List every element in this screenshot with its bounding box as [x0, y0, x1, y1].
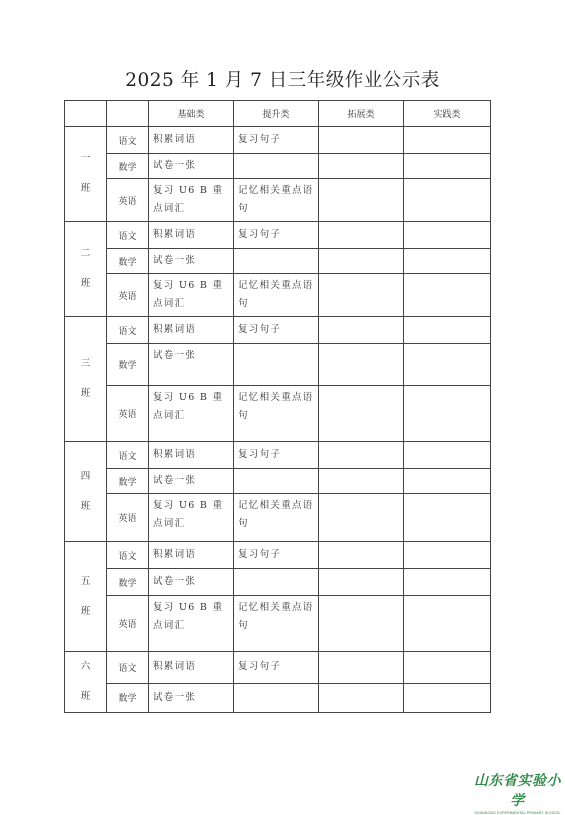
practice-cell	[404, 542, 491, 569]
class-name-cell	[65, 127, 107, 222]
basic-cell: 试卷一张	[149, 154, 234, 179]
practice-cell	[404, 249, 491, 274]
table-row	[65, 154, 491, 179]
improve-cell: 记忆相关重点语句	[234, 386, 319, 442]
extend-cell	[319, 344, 404, 386]
class-name-cell	[65, 652, 107, 713]
extend-cell	[319, 386, 404, 442]
improve-cell: 复习句子	[234, 442, 319, 469]
class-name-char: 二	[80, 248, 91, 259]
table-row	[65, 494, 491, 542]
header-improve: 提升类	[234, 101, 319, 127]
table-row	[65, 569, 491, 596]
subject-cell: 数学	[107, 154, 149, 179]
table-row	[65, 179, 491, 222]
extend-cell	[319, 596, 404, 652]
basic-cell: 试卷一张	[149, 249, 234, 274]
extend-cell	[319, 249, 404, 274]
practice-cell	[404, 596, 491, 652]
subject-cell: 语文	[107, 652, 149, 684]
basic-cell: 积累词语	[149, 442, 234, 469]
class-name-char: 一	[80, 153, 91, 164]
header-practice: 实践类	[404, 101, 491, 127]
improve-cell: 记忆相关重点语句	[234, 494, 319, 542]
basic-cell: 试卷一张	[149, 569, 234, 596]
class-name-char: 班	[80, 605, 91, 617]
extend-cell	[319, 154, 404, 179]
improve-cell	[234, 683, 319, 712]
table-row	[65, 344, 491, 386]
extend-cell	[319, 542, 404, 569]
basic-cell: 复习 U6 B 重点词汇	[149, 494, 234, 542]
class-name-char: 三	[80, 358, 91, 369]
class-name-char: 班	[80, 388, 91, 399]
basic-cell: 复习 U6 B 重点词汇	[149, 179, 234, 222]
table-row	[65, 127, 491, 154]
basic-cell: 积累词语	[149, 542, 234, 569]
subject-cell: 英语	[107, 179, 149, 222]
improve-cell	[234, 154, 319, 179]
table-row	[65, 542, 491, 569]
table-row	[65, 596, 491, 652]
class-name-char: 六	[80, 661, 91, 672]
class-name-cell	[65, 442, 107, 542]
practice-cell	[404, 154, 491, 179]
subject-cell: 英语	[107, 596, 149, 652]
school-logo-subtext: SHANDONG EXPERIMENTAL PRIMARY SCHOOL	[474, 811, 561, 815]
table-row	[65, 222, 491, 249]
table-row	[65, 386, 491, 442]
basic-cell: 复习 U6 B 重点词汇	[149, 596, 234, 652]
class-name-char: 班	[80, 183, 91, 194]
class-name-char: 班	[80, 278, 91, 289]
subject-cell: 英语	[107, 274, 149, 317]
subject-cell: 数学	[107, 683, 149, 712]
basic-cell: 试卷一张	[149, 344, 234, 386]
subject-cell: 英语	[107, 386, 149, 442]
header-corner-2	[107, 101, 149, 127]
extend-cell	[319, 683, 404, 712]
practice-cell	[404, 274, 491, 317]
header-basic: 基础类	[149, 101, 234, 127]
subject-cell: 语文	[107, 127, 149, 154]
table-row	[65, 274, 491, 317]
homework-table	[64, 100, 491, 713]
table-row	[65, 683, 491, 712]
subject-cell: 语文	[107, 542, 149, 569]
practice-cell	[404, 127, 491, 154]
improve-cell: 记忆相关重点语句	[234, 596, 319, 652]
improve-cell	[234, 249, 319, 274]
table-row	[65, 249, 491, 274]
basic-cell: 复习 U6 B 重点词汇	[149, 274, 234, 317]
improve-cell: 复习句子	[234, 542, 319, 569]
extend-cell	[319, 127, 404, 154]
table-row	[65, 652, 491, 684]
practice-cell	[404, 386, 491, 442]
basic-cell: 复习 U6 B 重点词汇	[149, 386, 234, 442]
subject-cell: 数学	[107, 344, 149, 386]
basic-cell: 积累词语	[149, 127, 234, 154]
table-row	[65, 317, 491, 344]
extend-cell	[319, 222, 404, 249]
subject-cell: 语文	[107, 442, 149, 469]
improve-cell	[234, 344, 319, 386]
practice-cell	[404, 469, 491, 494]
improve-cell: 复习句子	[234, 222, 319, 249]
practice-cell	[404, 222, 491, 249]
class-name-cell	[65, 317, 107, 442]
class-name-char: 四	[80, 470, 91, 482]
practice-cell	[404, 683, 491, 712]
school-logo-text: 山东省实验小学	[474, 773, 561, 809]
improve-cell: 复习句子	[234, 652, 319, 684]
header-corner	[65, 101, 107, 127]
practice-cell	[404, 569, 491, 596]
improve-cell	[234, 569, 319, 596]
improve-cell	[234, 469, 319, 494]
basic-cell: 积累词语	[149, 222, 234, 249]
class-name-char: 班	[80, 691, 91, 702]
extend-cell	[319, 317, 404, 344]
subject-cell: 语文	[107, 222, 149, 249]
practice-cell	[404, 179, 491, 222]
basic-cell: 试卷一张	[149, 469, 234, 494]
practice-cell	[404, 494, 491, 542]
class-name-char: 班	[80, 500, 91, 512]
subject-cell: 数学	[107, 469, 149, 494]
practice-cell	[404, 652, 491, 684]
subject-cell: 数学	[107, 249, 149, 274]
extend-cell	[319, 274, 404, 317]
subject-cell: 英语	[107, 494, 149, 542]
extend-cell	[319, 179, 404, 222]
extend-cell	[319, 494, 404, 542]
improve-cell: 记忆相关重点语句	[234, 274, 319, 317]
subject-cell: 数学	[107, 569, 149, 596]
practice-cell	[404, 344, 491, 386]
practice-cell	[404, 317, 491, 344]
class-name-cell	[65, 542, 107, 652]
school-logo	[470, 770, 565, 815]
class-name-cell	[65, 222, 107, 317]
basic-cell: 试卷一张	[149, 683, 234, 712]
practice-cell	[404, 442, 491, 469]
improve-cell: 复习句子	[234, 127, 319, 154]
basic-cell: 积累词语	[149, 317, 234, 344]
subject-cell: 语文	[107, 317, 149, 344]
improve-cell: 复习句子	[234, 317, 319, 344]
extend-cell	[319, 569, 404, 596]
table-header-row	[65, 101, 491, 127]
table-row	[65, 469, 491, 494]
extend-cell	[319, 442, 404, 469]
header-extend: 拓展类	[319, 101, 404, 127]
extend-cell	[319, 652, 404, 684]
basic-cell: 积累词语	[149, 652, 234, 684]
extend-cell	[319, 469, 404, 494]
class-name-char: 五	[80, 575, 91, 587]
improve-cell: 记忆相关重点语句	[234, 179, 319, 222]
table-row	[65, 442, 491, 469]
page-title: 2025 年 1 月 7 日三年级作业公示表	[125, 70, 440, 91]
